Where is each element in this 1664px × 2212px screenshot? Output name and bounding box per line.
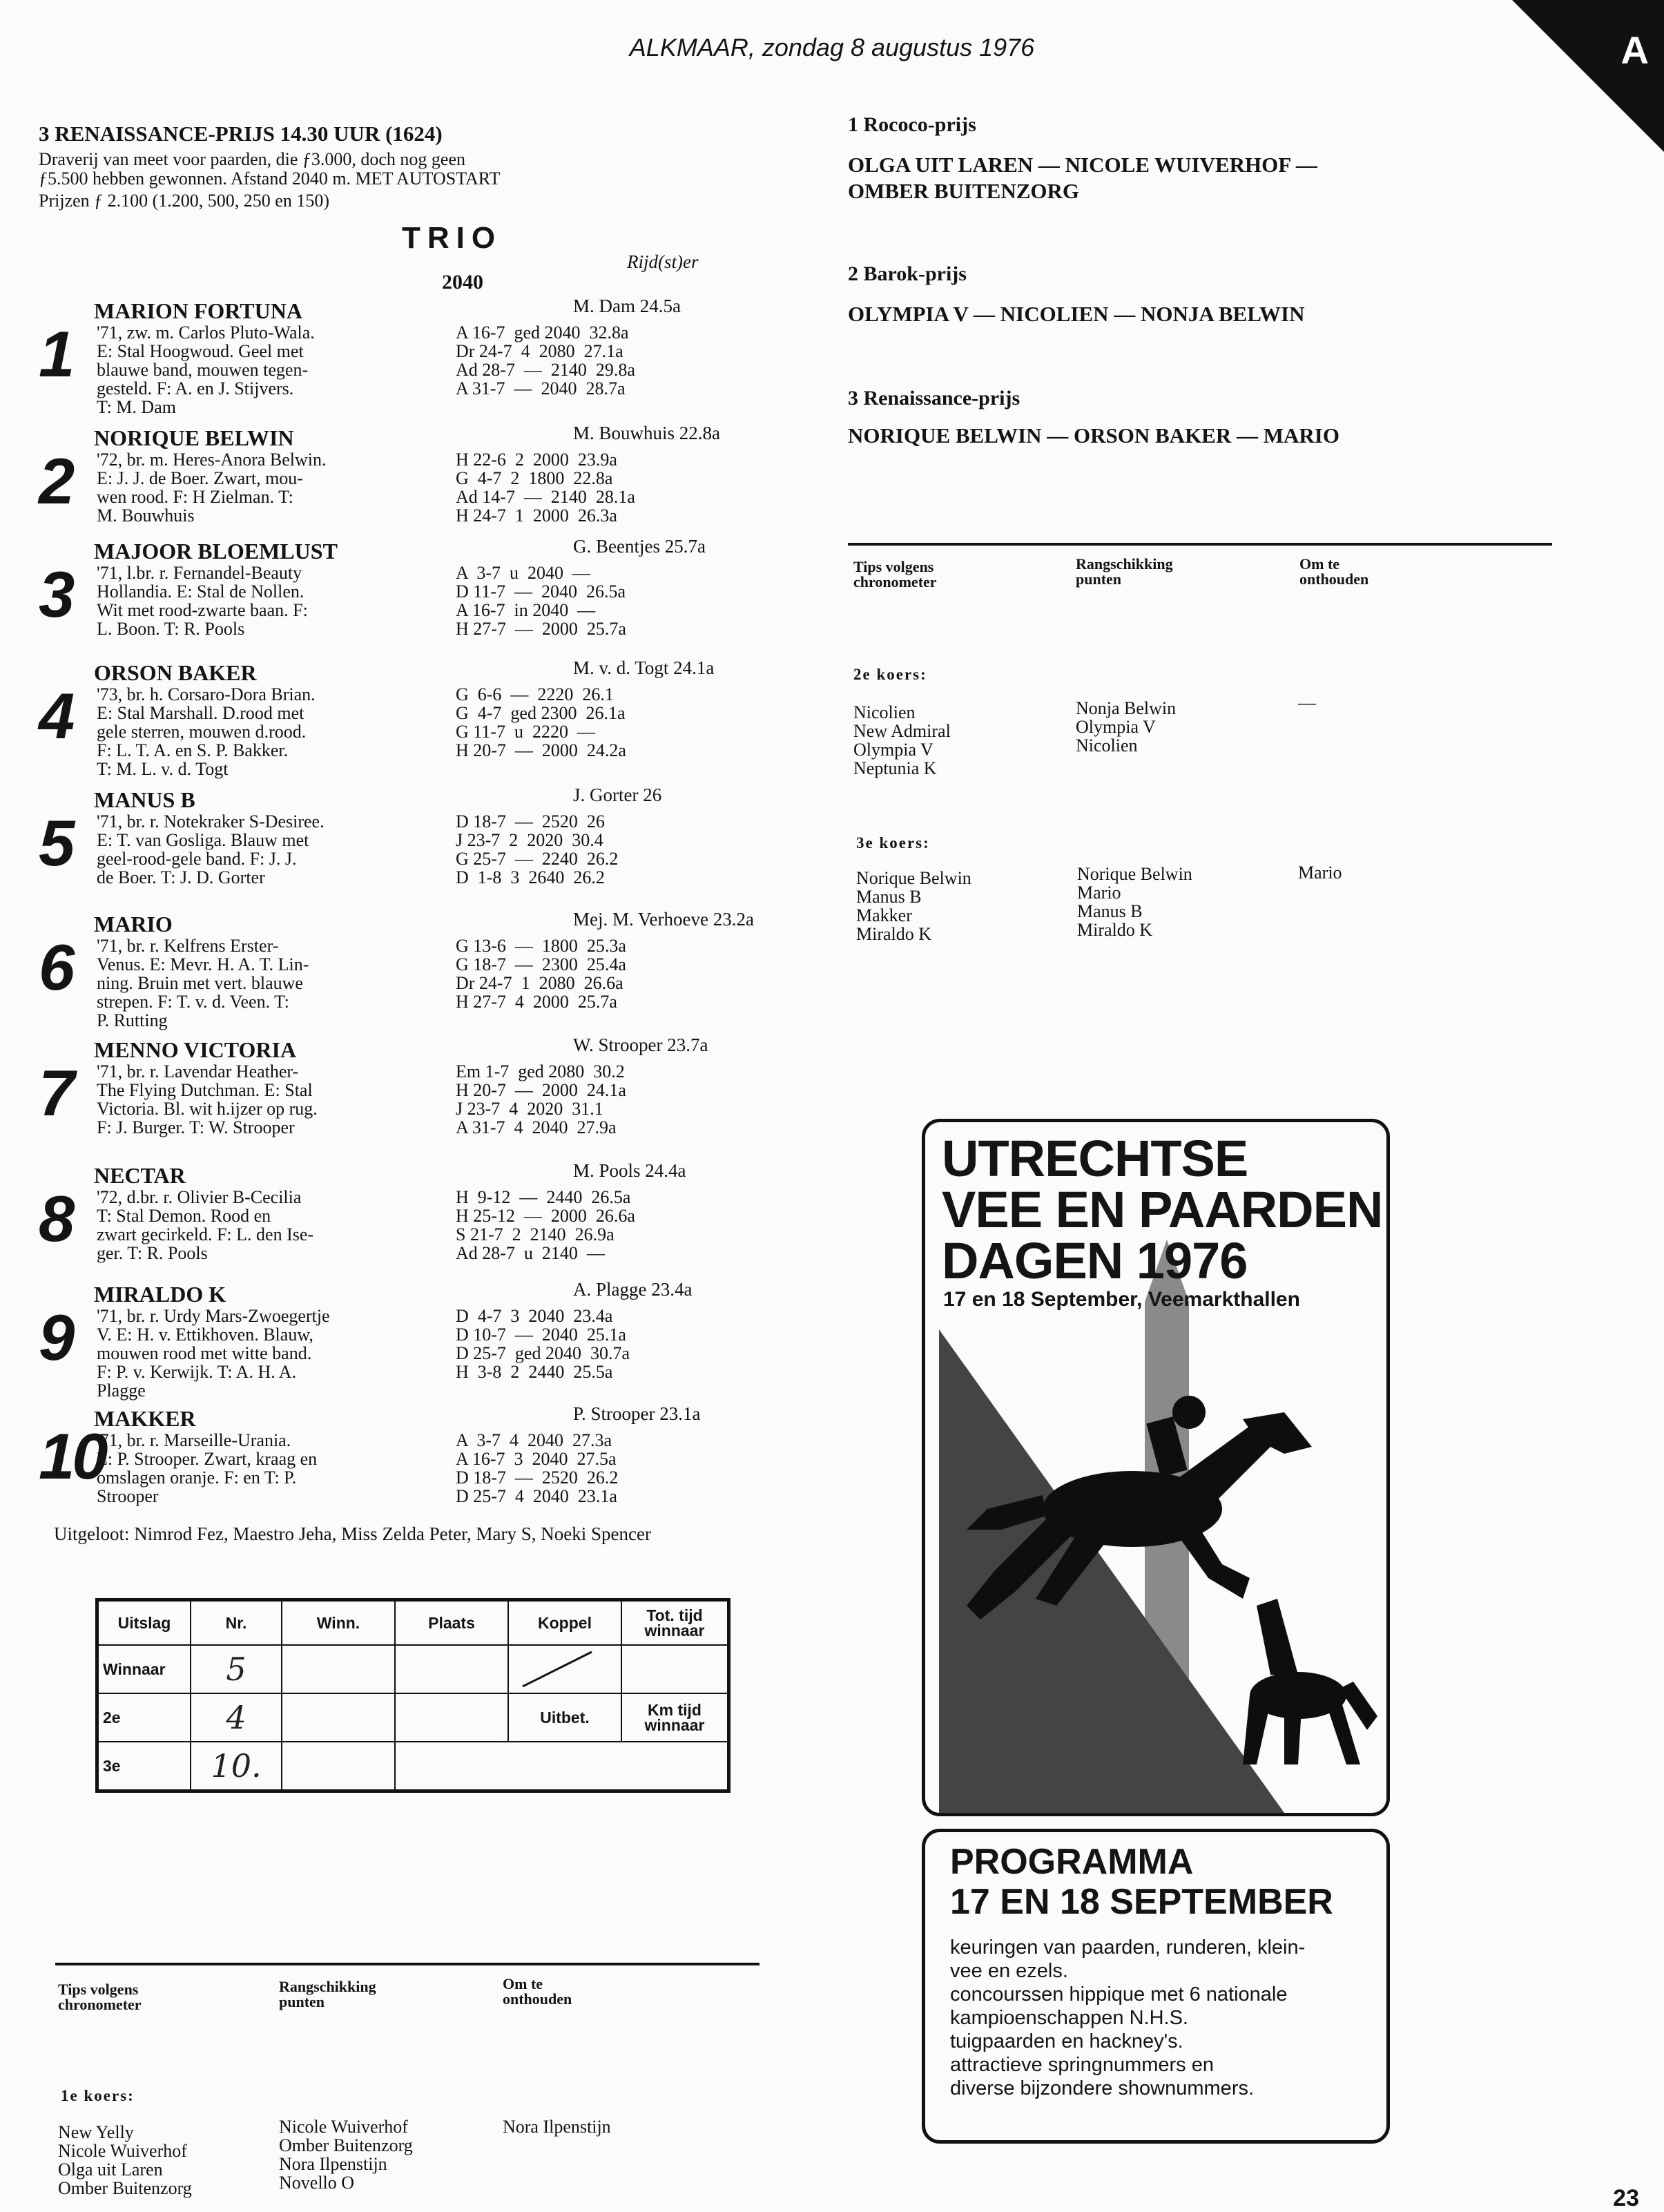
result-line: D 10-7 — 2040 25.1a: [456, 1325, 626, 1345]
horse-number: 1: [39, 318, 72, 390]
tips-2e-chronometer: Nicolien New Admiral Olympia V Neptunia K: [853, 702, 951, 778]
tips-1e-chronometer: New Yelly Nicole Wuiverhof Olga uit Laren Omber Buitenzorg: [58, 2122, 192, 2198]
row-label-2e: 2e: [97, 1693, 191, 1742]
result-line: H 22-6 2 2000 23.9a: [456, 450, 617, 470]
header-uitslag: Uitslag: [97, 1600, 191, 1646]
ad-utrechtse-dagen: [922, 1119, 1390, 1816]
ad-title-line: VEE EN PAARDEN: [942, 1181, 1383, 1238]
race-conditions-line: ƒ5.500 hebben gewonnen. Afstand 2040 m. MET AUTOSTART: [39, 169, 501, 189]
prediction-heading-2: 2 Barok-prijs: [848, 262, 967, 285]
uitgeloot-text: Uitgeloot: Nimrod Fez, Maestro Jeha, Miss Zelda Peter, Mary S, Noeki Spencer: [54, 1523, 651, 1544]
header-winn: Winn.: [282, 1600, 395, 1646]
horse-number: 7: [39, 1057, 72, 1129]
result-line: A 16-7 3 2040 27.5a: [456, 1449, 617, 1469]
koers-label-3e: 3e koers:: [856, 834, 930, 852]
cell-3e-plaats[interactable]: [395, 1742, 508, 1791]
tips-header-chronometer-right: Tips volgens chronometer: [853, 558, 937, 590]
horse-info: '71, zw. m. Carlos Pluto-Wala. E: Stal Hoogwoud. Geel met blauwe band, mouwen tegen- gesteld. F: A. en J. Stijvers. T: M. Dam: [97, 323, 315, 417]
tips-2e-onthouden: —: [1298, 693, 1316, 713]
horse-info: '71, br. r. Kelfrens Erster- Venus. E: Mevr. H. A. T. Lin- ning. Bruin met vert. blauwe strepen. F: T. v. d. Veen. T: P. Rutting: [97, 936, 309, 1030]
horse-number: 6: [39, 931, 72, 1003]
cell-3e-empty: [508, 1742, 621, 1791]
result-line: J 23-7 2 2020 30.4: [456, 830, 603, 850]
cell-koppel[interactable]: [508, 1645, 621, 1693]
horse-driver: M. Dam 24.5a: [573, 296, 681, 316]
header-tot-tijd: Tot. tijd winnaar: [621, 1600, 729, 1646]
horse-results: [456, 1431, 618, 1506]
result-line: D 25-7 ged 2040 30.7a: [456, 1343, 630, 1363]
handwritten-3e-nr[interactable]: 10.: [191, 1742, 282, 1791]
result-line: H 27-7 4 2000 25.7a: [456, 992, 617, 1012]
result-line: H 25-12 — 2000 26.6a: [456, 1206, 635, 1226]
corner-tab: [1512, 0, 1664, 152]
page-number: 23: [1613, 2185, 1639, 2211]
tips-2e-rangschikking: Nonja Belwin Olympia V Nicolien: [1076, 698, 1177, 756]
result-line: G 4-7 ged 2300 26.1a: [456, 703, 626, 723]
result-line: D 25-7 4 2040 23.1a: [456, 1486, 617, 1506]
result-line: H 24-7 1 2000 26.3a: [456, 506, 617, 526]
ad-dates: 17 en 18 September, Veemarkthallen: [943, 1288, 1300, 1311]
horse-driver: P. Strooper 23.1a: [573, 1403, 701, 1424]
header-nr: Nr.: [191, 1600, 282, 1646]
horse-results: [456, 450, 635, 525]
prediction-value-2: OLYMPIA V — NICOLIEN — NONJA BELWIN: [848, 302, 1305, 326]
horse-results: [456, 323, 635, 398]
horse-info: '72, d.br. r. Olivier B-Cecilia T: Stal Demon. Rood en zwart gecirkeld. F: L. den Ise- ger. T: R. Pools: [97, 1187, 314, 1263]
cell-2e-plaats[interactable]: [395, 1693, 508, 1742]
result-line: A 3-7 4 2040 27.3a: [456, 1430, 612, 1450]
result-line: G 13-6 — 1800 25.3a: [456, 936, 626, 956]
horse-results: [456, 936, 626, 1011]
tips-1e-rangschikking: Nicole Wuiverhof Omber Buitenzorg Nora Ilpenstijn Novello O: [279, 2117, 413, 2193]
race-title: 3 RENAISSANCE-PRIJS 14.30 UUR (1624): [39, 122, 443, 146]
cell-plaats[interactable]: [395, 1645, 508, 1693]
programma-title: PROGRAMMA 17 EN 18 SEPTEMBER: [950, 1842, 1333, 1922]
result-line: G 25-7 — 2240 26.2: [456, 849, 619, 869]
horse-number: 2: [39, 445, 72, 517]
horse-results: [456, 1307, 630, 1381]
horse-driver: M. Bouwhuis 22.8a: [573, 423, 721, 443]
race-prizes: Prijzen ƒ 2.100 (1.200, 500, 250 en 150): [39, 191, 330, 211]
row-label-winnaar: Winnaar: [97, 1645, 191, 1693]
cell-3e-winn[interactable]: [282, 1742, 395, 1791]
horse-driver: G. Beentjes 25.7a: [573, 536, 706, 557]
result-line: Ad 14-7 — 2140 28.1a: [456, 487, 635, 507]
horse-name: MAJOOR BLOEMLUST: [94, 539, 338, 564]
programma-box: [922, 1829, 1390, 2144]
corner-letter: A: [1621, 28, 1649, 72]
result-line: J 23-7 4 2020 31.1: [456, 1099, 603, 1119]
result-line: D 4-7 3 2040 23.4a: [456, 1306, 613, 1326]
tips-rule-left: [55, 1963, 760, 1965]
result-line: A 31-7 — 2040 28.7a: [456, 378, 626, 398]
horse-driver: M. Pools 24.4a: [573, 1160, 686, 1181]
ad-title-line: UTRECHTSE: [942, 1130, 1248, 1187]
horse-info: '71, br. r. Notekraker S-Desiree. E: T. van Gosliga. Blauw met geel-rood-gele band. F: J. J. de Boer. T: J. D. Gorter: [97, 811, 325, 887]
result-line: S 21-7 2 2140 26.9a: [456, 1224, 615, 1244]
tips-3e-onthouden: Mario: [1298, 863, 1342, 883]
horse-name: ORSON BAKER: [94, 660, 257, 685]
tips-1e-onthouden: Nora Ilpenstijn: [503, 2117, 611, 2137]
horse-driver: J. Gorter 26: [573, 785, 662, 805]
cell-3e-empty2: [621, 1742, 729, 1791]
page-header-title: ALKMAAR, zondag 8 augustus 1976: [629, 33, 1035, 61]
result-line: H 9-12 — 2440 26.5a: [456, 1187, 631, 1207]
tips-header-onthouden: Om te onthouden: [503, 1975, 572, 2008]
horse-info: '71, br. r. Marseille-Urania. E: P. Strooper. Zwart, kraag en omslagen oranje. F: en T: P. Strooper: [97, 1430, 318, 1506]
programma-body: keuringen van paarden, runderen, klein- vee en ezels. concourssen hippique met 6 nationale kampioenschappen N.H.S. tuigpaarden en hackney's. attractieve springnummers en diverse bijzondere shownummers.: [950, 1936, 1306, 2099]
result-line: D 11-7 — 2040 26.5a: [456, 581, 626, 602]
horse-number: 8: [39, 1182, 72, 1255]
race-distance: 2040: [442, 271, 483, 294]
horse-info: '71, br. r. Urdy Mars-Zwoegertje V. E: H. v. Ettikhoven. Blauw, mouwen rood met witte band. F: P. v. Kerwijk. T: A. H. A. Plagge: [97, 1306, 330, 1401]
ad-title-line: DAGEN 1976: [942, 1232, 1248, 1289]
result-line: Ad 28-7 u 2140 —: [456, 1243, 605, 1263]
result-line: H 3-8 2 2440 25.5a: [456, 1362, 613, 1382]
tips-3e-chronometer: Norique Belwin Manus B Makker Miraldo K: [856, 868, 971, 944]
prediction-heading-1: 1 Rococo-prijs: [848, 113, 976, 136]
label-uitbet: Uitbet.: [508, 1693, 621, 1742]
horse-number: 5: [39, 807, 72, 879]
horse-name: NECTAR: [94, 1163, 186, 1188]
cell-winn[interactable]: [282, 1645, 395, 1693]
result-table: [95, 1598, 731, 1793]
prediction-value-1: OLGA UIT LAREN — NICOLE WUIVERHOF — OMBER BUITENZORG: [848, 153, 1317, 203]
tips-3e-rangschikking: Norique Belwin Mario Manus B Miraldo K: [1077, 864, 1192, 940]
horse-number: 3: [39, 558, 72, 631]
result-line: G 4-7 2 1800 22.8a: [456, 468, 613, 488]
koers-label-1e: 1e koers:: [61, 2087, 135, 2104]
horse-driver: Mej. M. Verhoeve 23.2a: [573, 909, 754, 930]
horse-name: MANUS B: [94, 787, 195, 812]
result-line: G 11-7 u 2220 —: [456, 722, 595, 742]
koppel-slash: [516, 1648, 606, 1690]
result-line: A 16-7 ged 2040 32.8a: [456, 323, 629, 343]
result-line: A 16-7 in 2040 —: [456, 600, 596, 620]
result-line: Dr 24-7 1 2080 26.6a: [456, 973, 623, 993]
horse-number: 4: [39, 680, 72, 752]
horse-number: 10: [39, 1420, 106, 1492]
result-line: Dr 24-7 4 2080 27.1a: [456, 341, 623, 361]
header-plaats: Plaats: [395, 1600, 508, 1646]
horse-driver: M. v. d. Togt 24.1a: [573, 657, 715, 678]
horse-name: MARIO: [94, 912, 173, 936]
horse-number: 9: [39, 1301, 72, 1374]
cell-2e-winn[interactable]: [282, 1693, 395, 1742]
tips-header-onthouden-right: Om te onthouden: [1299, 555, 1369, 588]
tips-header-rangschikking: Rangschikking punten: [279, 1978, 376, 2010]
header-koppel: Koppel: [508, 1600, 621, 1646]
result-line: H 27-7 — 2000 25.7a: [456, 619, 626, 639]
horse-info: '72, br. m. Heres-Anora Belwin. E: J. J. de Boer. Zwart, mou- wen rood. F: H Zielman. T: M. Bouwhuis: [97, 450, 327, 526]
result-line: H 20-7 — 2000 24.1a: [456, 1080, 626, 1100]
tips-header-chronometer: Tips volgens chronometer: [58, 1981, 142, 2013]
horse-results: [456, 1062, 626, 1137]
cell-tot-tijd[interactable]: [621, 1645, 729, 1693]
result-line: Em 1-7 ged 2080 30.2: [456, 1061, 625, 1081]
horse-name: MIRALDO K: [94, 1282, 226, 1307]
horse-info: '73, br. h. Corsaro-Dora Brian. E: Stal Marshall. D.rood met gele sterren, mouwen d.rood. F: L. T. A. en S. P. Bakker. T: M. L. v. d. Togt: [97, 684, 316, 779]
koers-label-2e: 2e koers:: [853, 666, 927, 683]
result-line: Ad 28-7 — 2140 29.8a: [456, 360, 635, 380]
horse-name: NORIQUE BELWIN: [94, 425, 294, 450]
prediction-value-3: NORIQUE BELWIN — ORSON BAKER — MARIO: [848, 423, 1339, 448]
horse-results: [456, 685, 626, 760]
tips-rule-right: [848, 543, 1552, 546]
tips-header-rangschikking-right: Rangschikking punten: [1076, 555, 1173, 588]
horse-info: '71, br. r. Lavendar Heather- The Flying Dutchman. E: Stal Victoria. Bl. wit h.ijzer op rug. F: J. Burger. T: W. Strooper: [97, 1061, 318, 1137]
prediction-heading-3: 3 Renaissance-prijs: [848, 387, 1020, 410]
horse-results: [456, 812, 618, 887]
horse-results: [456, 1188, 635, 1262]
horse-driver: W. Strooper 23.7a: [573, 1035, 708, 1055]
horse-name: MAKKER: [94, 1406, 196, 1431]
result-line: A 3-7 u 2040 —: [456, 563, 590, 583]
result-line: A 31-7 4 2040 27.9a: [456, 1117, 617, 1137]
horse-name: MARION FORTUNA: [94, 298, 302, 323]
trio-label: TRIO: [402, 221, 503, 255]
label-km-tijd: Km tijd winnaar: [621, 1693, 729, 1742]
result-line: D 18-7 — 2520 26: [456, 811, 605, 831]
horse-results: [456, 564, 626, 638]
rijder-label: Rijd(st)er: [627, 251, 699, 272]
horse-info: '71, l.br. r. Fernandel-Beauty Hollandia. E: Stal de Nollen. Wit met rood-zwarte baan. F: L. Boon. T: R. Pools: [97, 563, 308, 639]
result-line: H 20-7 — 2000 24.2a: [456, 740, 626, 760]
horse-name: MENNO VICTORIA: [94, 1037, 297, 1062]
race-conditions-line: Draverij van meet voor paarden, die ƒ3.000, doch nog geen: [39, 149, 466, 169]
result-line: D 1-8 3 2640 26.2: [456, 867, 605, 887]
ad-title: [942, 1130, 1383, 1289]
result-line: D 18-7 — 2520 26.2: [456, 1468, 619, 1488]
horse-driver: A. Plagge 23.4a: [573, 1279, 693, 1300]
result-line: G 6-6 — 2220 26.1: [456, 684, 614, 704]
result-line: G 18-7 — 2300 25.4a: [456, 954, 626, 974]
row-label-3e: 3e: [97, 1742, 191, 1791]
handwritten-winnaar-nr[interactable]: 5: [191, 1645, 282, 1693]
handwritten-2e-nr[interactable]: 4: [191, 1693, 282, 1742]
